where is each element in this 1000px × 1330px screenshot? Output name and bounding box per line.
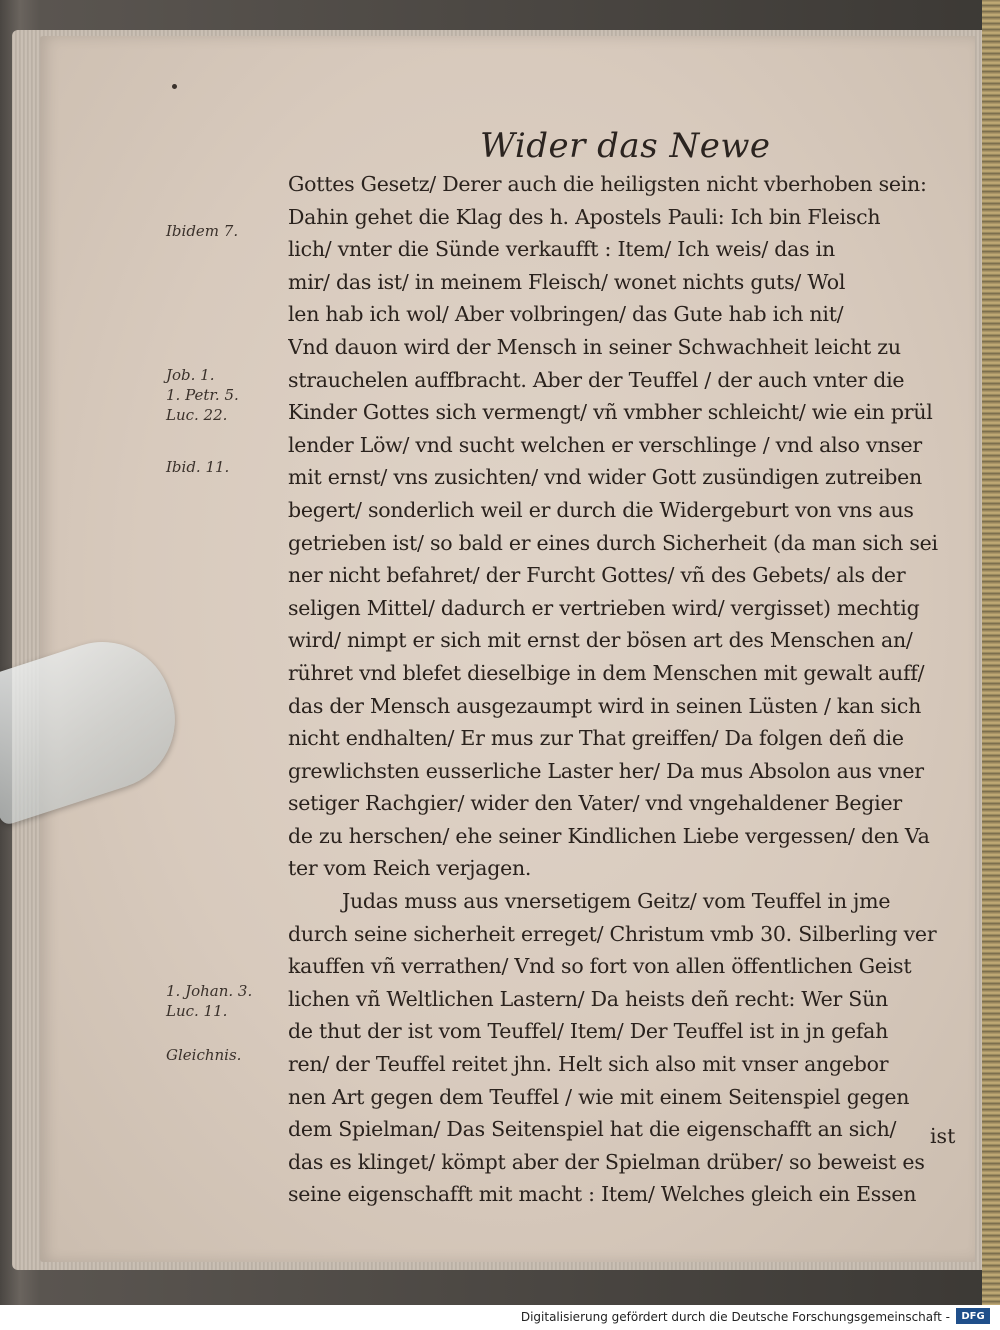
text-line: lender Löw/ vnd sucht welchen er verschlinge / vnd also vnser: [288, 432, 922, 457]
running-head: Wider das Newe: [480, 126, 771, 166]
text-line: seligen Mittel/ dadurch er vertrieben wird/ vergisset) mechtig: [288, 595, 920, 620]
margin-note-ibid11: Ibid. 11.: [166, 458, 230, 476]
text-line: ren/ der Teuffel reitet jhn. Helt sich also mit vnser angebor: [288, 1052, 889, 1077]
text-line: durch seine sicherheit erreget/ Christum vmb 30. Silberling ver: [288, 921, 937, 946]
text-line: rühret vnd blefet dieselbige in dem Menschen mit gewalt auff/: [288, 660, 925, 685]
text-line: dem Spielman/ Das Seitenspiel hat die eigenschafft an sich/: [288, 1117, 897, 1142]
margin-note-ibidem: Ibidem 7.: [166, 222, 239, 240]
text-line: de thut der ist vom Teuffel/ Item/ Der Teuffel ist in jn gefah: [288, 1019, 889, 1044]
text-line: Kinder Gottes sich vermengt/ vñ vmbher schleicht/ wie ein prül: [288, 400, 933, 425]
text-line: das der Mensch ausgezaumpt wird in seinen Lüsten / kan sich: [288, 693, 922, 718]
text-line: len hab ich wol/ Aber volbringen/ das Gute hab ich nit/: [288, 302, 844, 327]
text-line: mit ernst/ vns zusichten/ vnd wider Gott zusündigen zutreiben: [288, 465, 922, 490]
text-line: lichen vñ Weltlichen Lastern/ Da heists deñ recht: Wer Sün: [288, 986, 888, 1011]
text-line: setiger Rachgier/ wider den Vater/ vnd vngehaldener Begier: [288, 791, 902, 816]
text-line: Dahin gehet die Klag des h. Apostels Pauli: Ich bin Fleisch: [288, 204, 881, 229]
text-line: ter vom Reich verjagen.: [288, 856, 532, 881]
text-line: grewlichsten eusserliche Laster her/ Da mus Absolon aus vner: [288, 758, 924, 783]
text-line: de zu herschen/ ehe seiner Kindlichen Liebe vergessen/ den Va: [288, 823, 930, 848]
text-line: Gottes Gesetz/ Derer auch die heiligsten nicht vberhoben sein:: [288, 172, 927, 196]
footer-credit: Digitalisierung gefördert durch die Deutsche Forschungsgemeinschaft -: [520, 1310, 950, 1324]
margin-note-petr: 1. Petr. 5.: [166, 386, 239, 404]
text-line: strauchelen auffbracht. Aber der Teuffel / der auch vnter die: [288, 367, 905, 392]
margin-note-luc11: Luc. 11.: [166, 1002, 228, 1020]
text-line: Judas muss aus vnersetigem Geitz/ vom Teuffel in jme: [342, 889, 891, 914]
text-line: mir/ das ist/ in meinem Fleisch/ wonet nichts guts/ Wol: [288, 269, 846, 294]
text-line: ner nicht befahret/ der Furcht Gottes/ vñ des Gebets/ als der: [288, 563, 906, 588]
text-line: getrieben ist/ so bald er eines durch Sicherheit (da man sich sei: [288, 530, 938, 555]
text-line: begert/ sonderlich weil er durch die Widergeburt von vns aus: [288, 497, 914, 522]
text-line: kauffen vñ verrathen/ Vnd so fort von allen öffentlichen Geist: [288, 954, 912, 979]
margin-note-gleichnis: Gleichnis.: [166, 1046, 242, 1064]
gilded-page-edge: [982, 0, 1000, 1305]
text-line: nicht endhalten/ Er mus zur That greiffen/ Da folgen deñ die: [288, 726, 904, 751]
body-text: [288, 168, 968, 1211]
margin-note-job: Job. 1.: [166, 366, 215, 384]
ink-dot: [172, 84, 177, 89]
margin-note-luc22: Luc. 22.: [166, 406, 228, 424]
catchword: ist: [930, 1124, 956, 1148]
text-line: Vnd dauon wird der Mensch in seiner Schwachheit leicht zu: [288, 334, 901, 359]
text-line: nen Art gegen dem Teuffel / wie mit einem Seitenspiel gegen: [288, 1084, 910, 1109]
text-line: seine eigenschafft mit macht : Item/ Welches gleich ein Essen: [288, 1182, 917, 1207]
margin-note-johan: 1. Johan. 3.: [166, 982, 253, 1000]
dfg-logo: DFG: [956, 1308, 990, 1324]
text-line: das es klinget/ kömpt aber der Spielman drüber/ so beweist es: [288, 1149, 925, 1174]
text-line: lich/ vnter die Sünde verkaufft : Item/ Ich weis/ das in: [288, 237, 835, 262]
text-line: wird/ nimpt er sich mit ernst der bösen art des Menschen an/: [288, 628, 913, 653]
